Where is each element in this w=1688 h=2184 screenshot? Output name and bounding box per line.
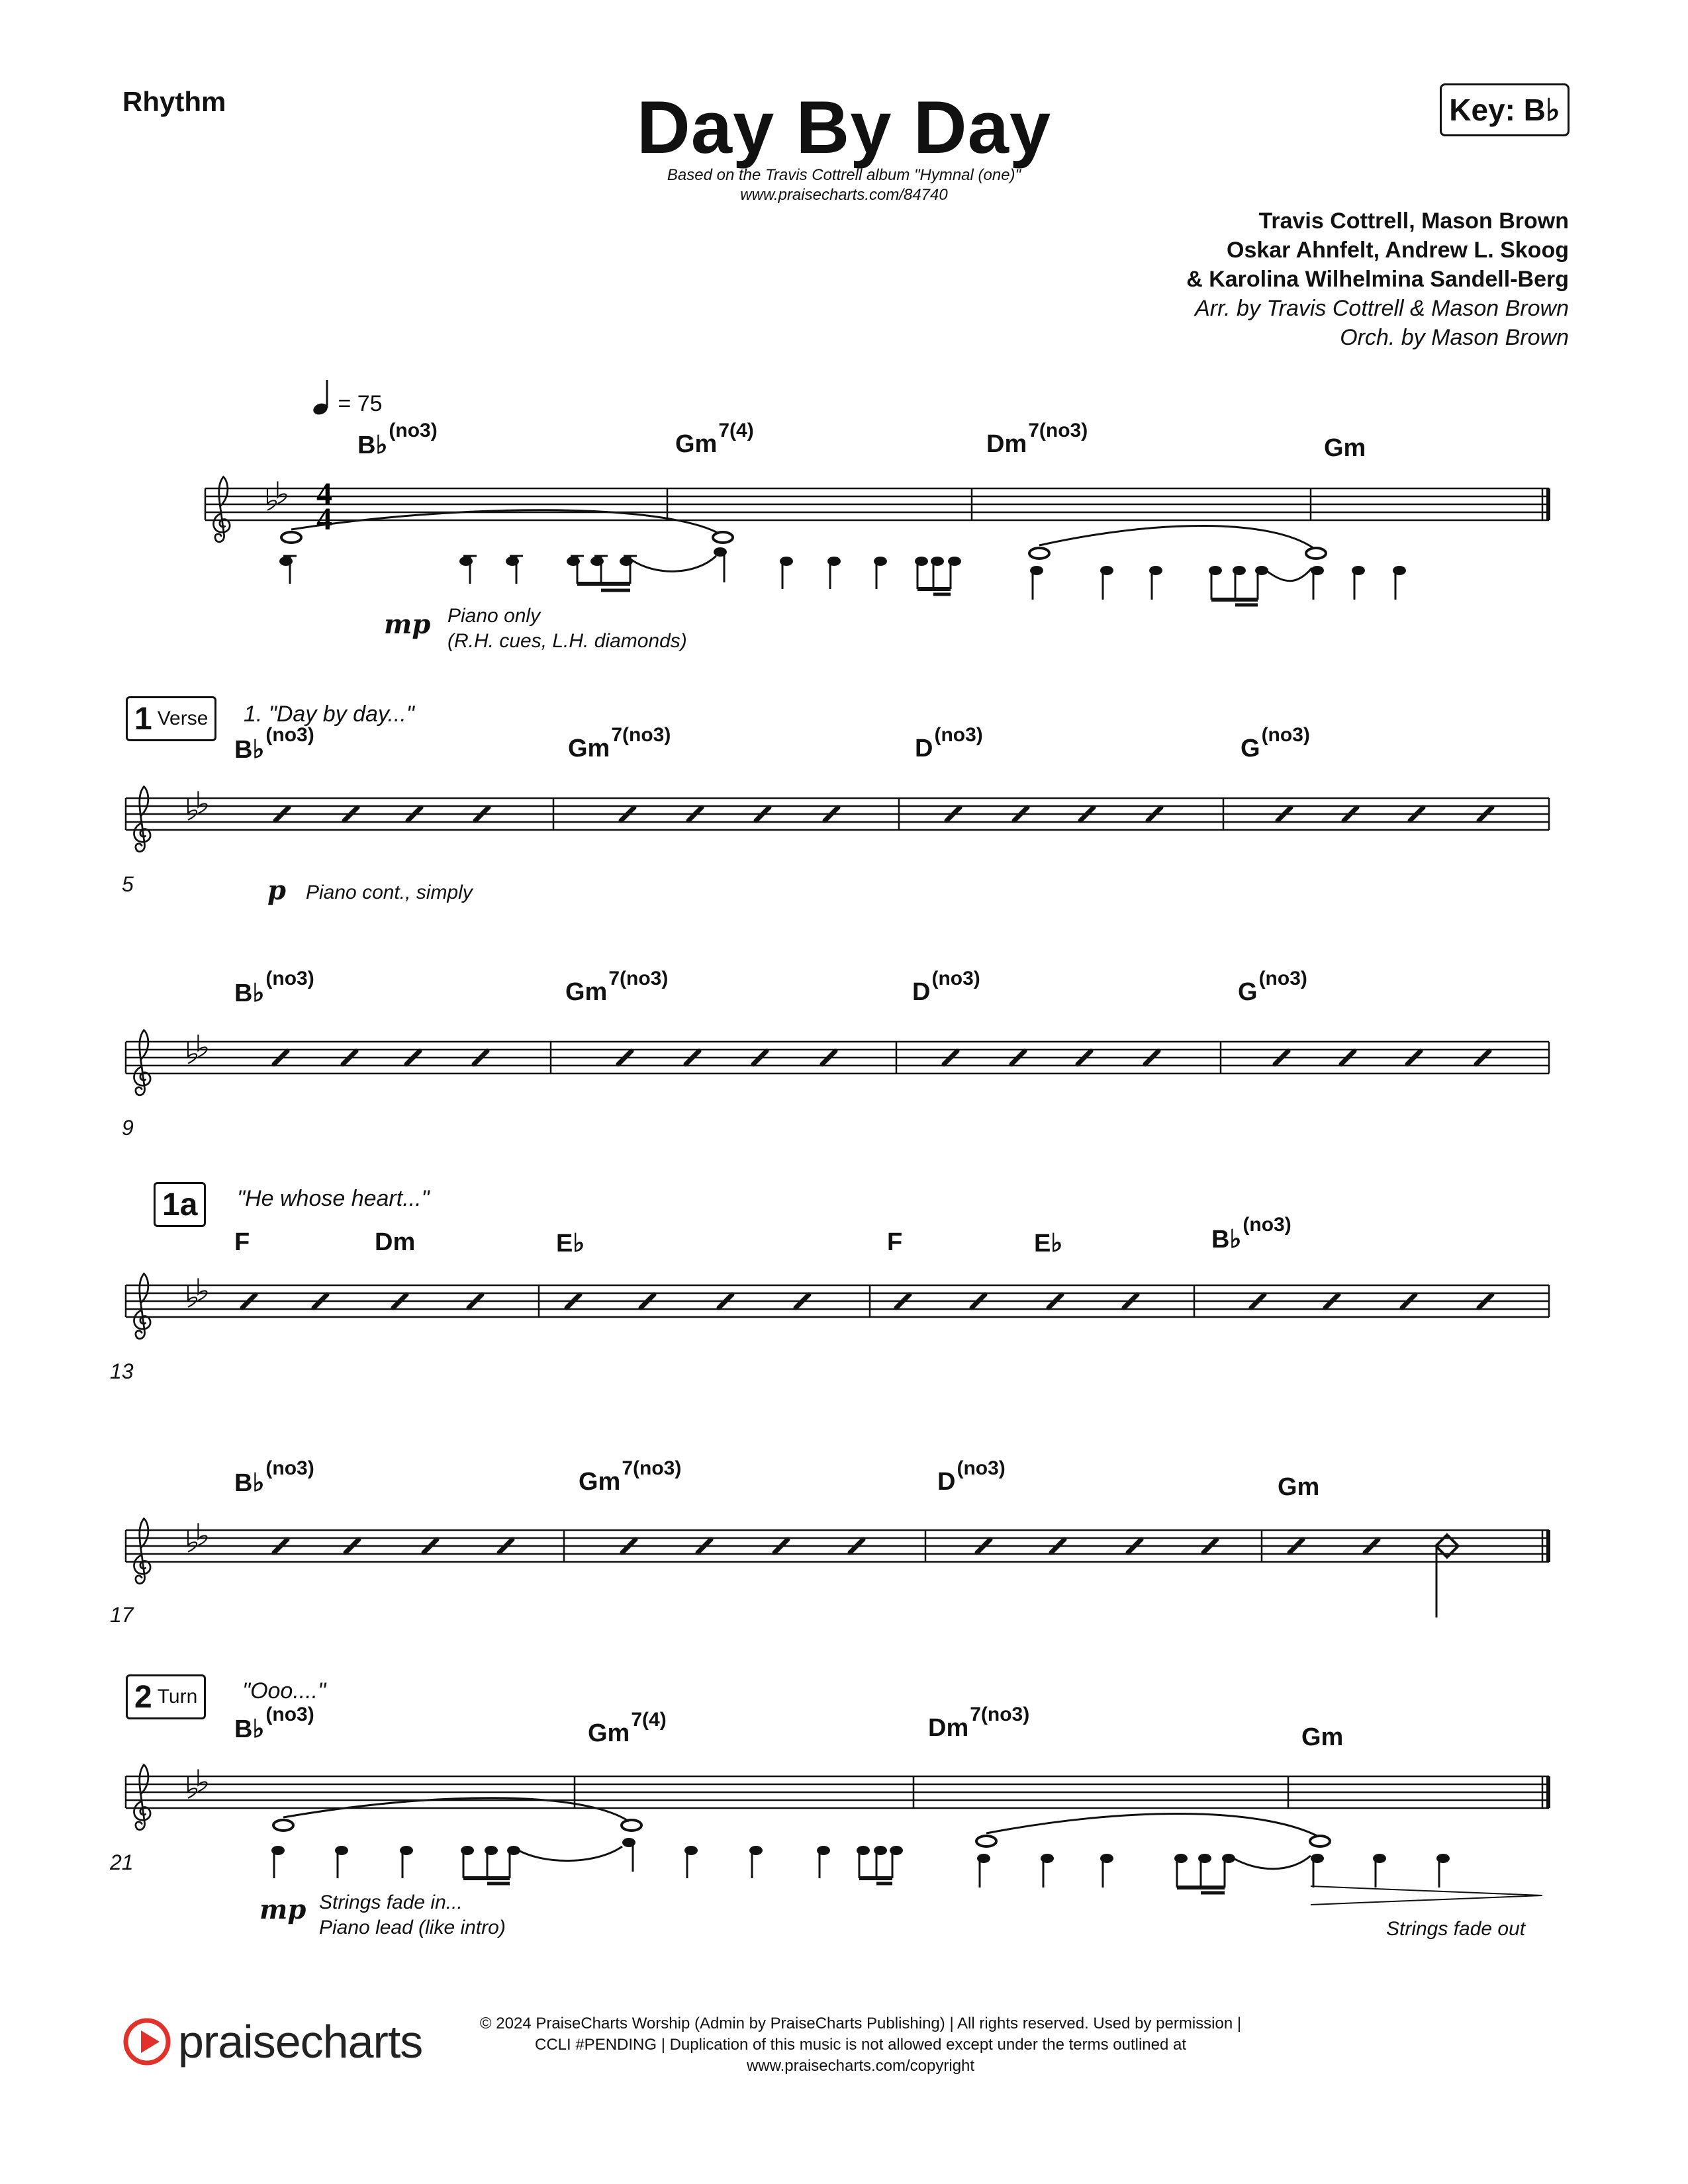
copyright-notice: © 2024 PraiseCharts Worship (Admin by PraiseCharts Publishing) | All rights reserved. Used by permission | CCLI #PENDING | Duplication of this music is not allowed except under the terms outlined at www.praisecharts.com/copyright	[430, 2013, 1291, 2077]
system-3	[126, 1030, 1549, 1095]
chord-symbol: $Dm^{7(no3)}$	[986, 420, 1088, 458]
chord-symbol: B♭$^{(no3)}$	[357, 420, 438, 459]
arranger: Arr. by Travis Cottrell & Mason Brown	[1195, 296, 1569, 321]
orchestrator: Orch. by Mason Brown	[1340, 325, 1569, 350]
measure-number: 21	[110, 1850, 134, 1874]
tempo-value: = 75	[338, 391, 383, 416]
chord-symbol: Gm	[1301, 1723, 1344, 1751]
rehearsal-mark: 1a	[154, 1182, 206, 1227]
rehearsal-mark: 1 Verse	[126, 696, 216, 741]
chord-symbol: F	[887, 1228, 903, 1256]
dynamic-mark: mp	[384, 609, 431, 640]
measure-number: 13	[110, 1359, 134, 1383]
system-4	[126, 1274, 1549, 1339]
svg-text:4: 4	[316, 502, 332, 537]
praisecharts-logo[interactable]	[122, 2015, 422, 2068]
chord-symbol: E♭	[1034, 1230, 1063, 1257]
chord-symbol: B♭$^{(no3)}$	[234, 968, 314, 1007]
system-2	[126, 787, 1549, 852]
chart-url[interactable]: www.praisecharts.com/84740	[740, 186, 948, 204]
chord-symbol: $G^{(no3)}$	[1241, 724, 1310, 762]
chord-symbol: B♭$^{(no3)}$	[234, 1704, 314, 1743]
chord-symbol: F	[234, 1228, 250, 1256]
system-6	[126, 1765, 1550, 1905]
performance-note: Piano only (R.H. cues, L.H. diamonds)	[447, 605, 687, 652]
system-5	[126, 1519, 1550, 1618]
performance-note-end: Strings fade out	[1386, 1918, 1526, 1940]
writers-line-1: Travis Cottrell, Mason Brown	[1258, 208, 1569, 234]
song-title: Day By Day	[636, 86, 1052, 169]
lyric-cue: "Ooo...."	[242, 1678, 326, 1704]
chord-symbol: B♭$^{(no3)}$	[1211, 1214, 1291, 1253]
chord-symbol: $Gm^{7(4)}$	[675, 420, 754, 458]
chord-symbol: $Gm^{7(no3)}$	[579, 1457, 682, 1496]
chord-symbol: $Gm^{7(no3)}$	[565, 968, 669, 1006]
logo-wordmark: praisecharts	[178, 2016, 423, 2068]
chord-symbol: E♭	[556, 1230, 585, 1257]
lyric-cue: "He whose heart..."	[237, 1186, 430, 1211]
chord-symbol: $D^{(no3)}$	[937, 1457, 1006, 1496]
copyright-link[interactable]: www.praisecharts.com/copyright	[746, 2057, 975, 2075]
dynamic-mark: p	[267, 875, 286, 906]
key-box: Key: B♭	[1440, 83, 1570, 136]
system-1	[205, 477, 1550, 605]
chord-symbol: $Dm^{7(no3)}$	[928, 1704, 1030, 1742]
album-credit: Based on the Travis Cottrell album "Hymnal (one)"	[667, 166, 1021, 184]
chord-symbol: Gm	[1278, 1473, 1320, 1501]
chord-symbol: B♭$^{(no3)}$	[234, 724, 314, 764]
chord-symbol: $Gm^{7(4)}$	[588, 1709, 667, 1747]
writers-line-2: Oskar Ahnfelt, Andrew L. Skoog	[1227, 238, 1569, 263]
chord-symbol: $G^{(no3)}$	[1238, 968, 1307, 1006]
chord-symbol: Gm	[1324, 434, 1366, 462]
lyric-cue: 1. "Day by day..."	[244, 702, 414, 727]
chord-symbol: $Gm^{7(no3)}$	[568, 724, 671, 762]
writers-line-3: & Karolina Wilhelmina Sandell-Berg	[1186, 267, 1569, 292]
play-logo-icon	[122, 2017, 171, 2066]
rehearsal-mark: 2 Turn	[126, 1674, 206, 1719]
chord-symbol: $D^{(no3)}$	[912, 968, 980, 1006]
chord-symbol: Dm	[375, 1228, 416, 1256]
part-name: Rhythm	[122, 86, 226, 117]
performance-note: Strings fade in... Piano lead (like intro)	[319, 1891, 506, 1938]
measure-number: 5	[122, 872, 134, 896]
dynamic-mark: mp	[259, 1894, 306, 1925]
svg-text:4: 4	[316, 477, 332, 512]
chord-symbol: B♭$^{(no3)}$	[234, 1457, 314, 1497]
measure-number: 17	[110, 1603, 134, 1627]
chord-symbol: $D^{(no3)}$	[915, 724, 983, 762]
performance-note: Piano cont., simply	[306, 882, 473, 903]
measure-number: 9	[122, 1116, 134, 1140]
